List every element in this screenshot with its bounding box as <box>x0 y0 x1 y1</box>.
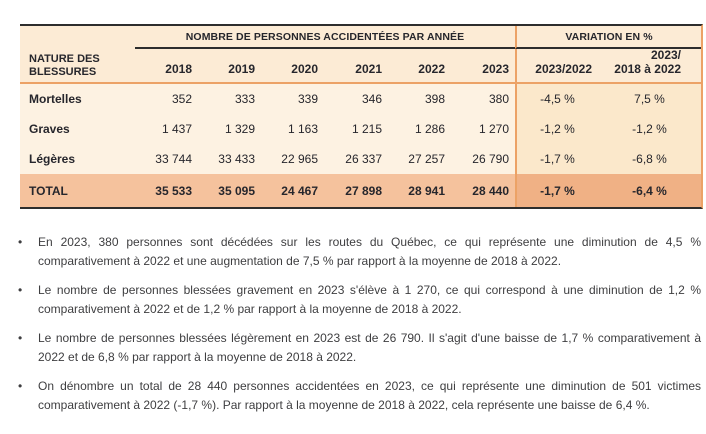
cell-mortelles-var-avg: 7,5 % <box>598 84 701 114</box>
row-label-total: TOTAL <box>20 174 135 207</box>
column-header-variation-2023-avg <box>598 49 701 84</box>
bullet-deaths-2023-text: En 2023, 380 personnes sont décédées sur les routes du Québec, ce qui représente une diminution de 4,5 % comparativement à 2022 et une augmentation de 7,5 % par rapport à la moyenne de 2018 à 2022. <box>38 235 701 268</box>
variation-header-line1: 2023/ <box>650 48 681 62</box>
column-header-2018: 2018 <box>135 49 198 84</box>
cell-legeres-2020: 22 965 <box>261 144 324 174</box>
column-header-2020: 2020 <box>261 49 324 84</box>
cell-total-2022: 28 941 <box>388 174 451 207</box>
bullet-dot-icon: • <box>18 331 23 345</box>
cell-total-2021: 27 898 <box>324 174 388 207</box>
cell-mortelles-var-2023-2022: -4,5 % <box>515 84 598 114</box>
cell-mortelles-2022: 398 <box>388 84 451 114</box>
bullet-serious-injuries-text: Le nombre de personnes blessées gravement en 2023 s'élève à 1 270, ce qui correspond à une diminution de 1,2 % comparativement à 2022 et de 1,2 % par rapport à la moyenne de 2018 à 2022. <box>38 283 701 316</box>
cell-legeres-2022: 27 257 <box>388 144 451 174</box>
cell-legeres-2021: 26 337 <box>324 144 388 174</box>
variation-header-line2: 2018 à 2022 <box>614 62 681 76</box>
cell-graves-2020: 1 163 <box>261 114 324 144</box>
cell-graves-var-2023-2022: -1,2 % <box>515 114 598 144</box>
cell-total-var-avg: -6,4 % <box>598 174 701 207</box>
row-label-mortelles: Mortelles <box>20 84 135 114</box>
cell-mortelles-2023: 380 <box>451 84 515 114</box>
column-header-variation-2023-2022: 2023/2022 <box>515 49 598 84</box>
table-corner-spacer <box>20 26 135 49</box>
cell-total-2018: 35 533 <box>135 174 198 207</box>
cell-graves-var-avg: -1,2 % <box>598 114 701 144</box>
bullet-dot-icon: • <box>18 235 23 249</box>
bullet-dot-icon: • <box>18 379 23 393</box>
bullet-total-2023 <box>16 377 701 414</box>
cell-legeres-2023: 26 790 <box>451 144 515 174</box>
cell-graves-2018: 1 437 <box>135 114 198 144</box>
column-header-nature-des-blessures: NATURE DES BLESSURES <box>20 49 135 84</box>
column-header-2019: 2019 <box>198 49 261 84</box>
cell-total-var-2023-2022: -1,7 % <box>515 174 598 207</box>
group-header-years: NOMBRE DE PERSONNES ACCIDENTÉES PAR ANNÉE <box>135 26 515 49</box>
group-header-variation: VARIATION EN % <box>515 26 701 49</box>
cell-legeres-2018: 33 744 <box>135 144 198 174</box>
cell-mortelles-2019: 333 <box>198 84 261 114</box>
bullet-deaths-2023 <box>16 233 701 270</box>
cell-graves-2022: 1 286 <box>388 114 451 144</box>
cell-graves-2023: 1 270 <box>451 114 515 144</box>
cell-total-2020: 24 467 <box>261 174 324 207</box>
bullet-dot-icon: • <box>18 283 23 297</box>
cell-legeres-var-2023-2022: -1,7 % <box>515 144 598 174</box>
cell-total-2023: 28 440 <box>451 174 515 207</box>
cell-legeres-2019: 33 433 <box>198 144 261 174</box>
bullet-total-text: On dénombre un total de 28 440 personnes accidentées en 2023, ce qui représente une diminution de 501 victimes comparativement à 2022 (-1,7 %). Par rapport à la moyenne de 2018 à 2022, cela représente une baisse de 6,4 %. <box>38 379 701 412</box>
bullet-serious-injuries-2023 <box>16 281 701 318</box>
cell-mortelles-2020: 339 <box>261 84 324 114</box>
cell-mortelles-2021: 346 <box>324 84 388 114</box>
summary-bullet-list <box>16 233 701 425</box>
column-header-2023: 2023 <box>451 49 515 84</box>
row-label-graves: Graves <box>20 114 135 144</box>
column-header-2022: 2022 <box>388 49 451 84</box>
cell-mortelles-2018: 352 <box>135 84 198 114</box>
cell-graves-2021: 1 215 <box>324 114 388 144</box>
cell-graves-2019: 1 329 <box>198 114 261 144</box>
cell-total-2019: 35 095 <box>198 174 261 207</box>
cell-legeres-var-avg: -6,8 % <box>598 144 701 174</box>
row-label-legeres: Légères <box>20 144 135 174</box>
bullet-light-injuries-text: Le nombre de personnes blessées légèrement en 2023 est de 26 790. Il s'agit d'une baisse de 1,7 % comparativement à 2022 et de 6,8 % par rapport à la moyenne de 2018 à 2022. <box>38 331 701 364</box>
accident-statistics-table <box>20 24 703 209</box>
column-header-2021: 2021 <box>324 49 388 84</box>
bullet-light-injuries-2023 <box>16 329 701 366</box>
